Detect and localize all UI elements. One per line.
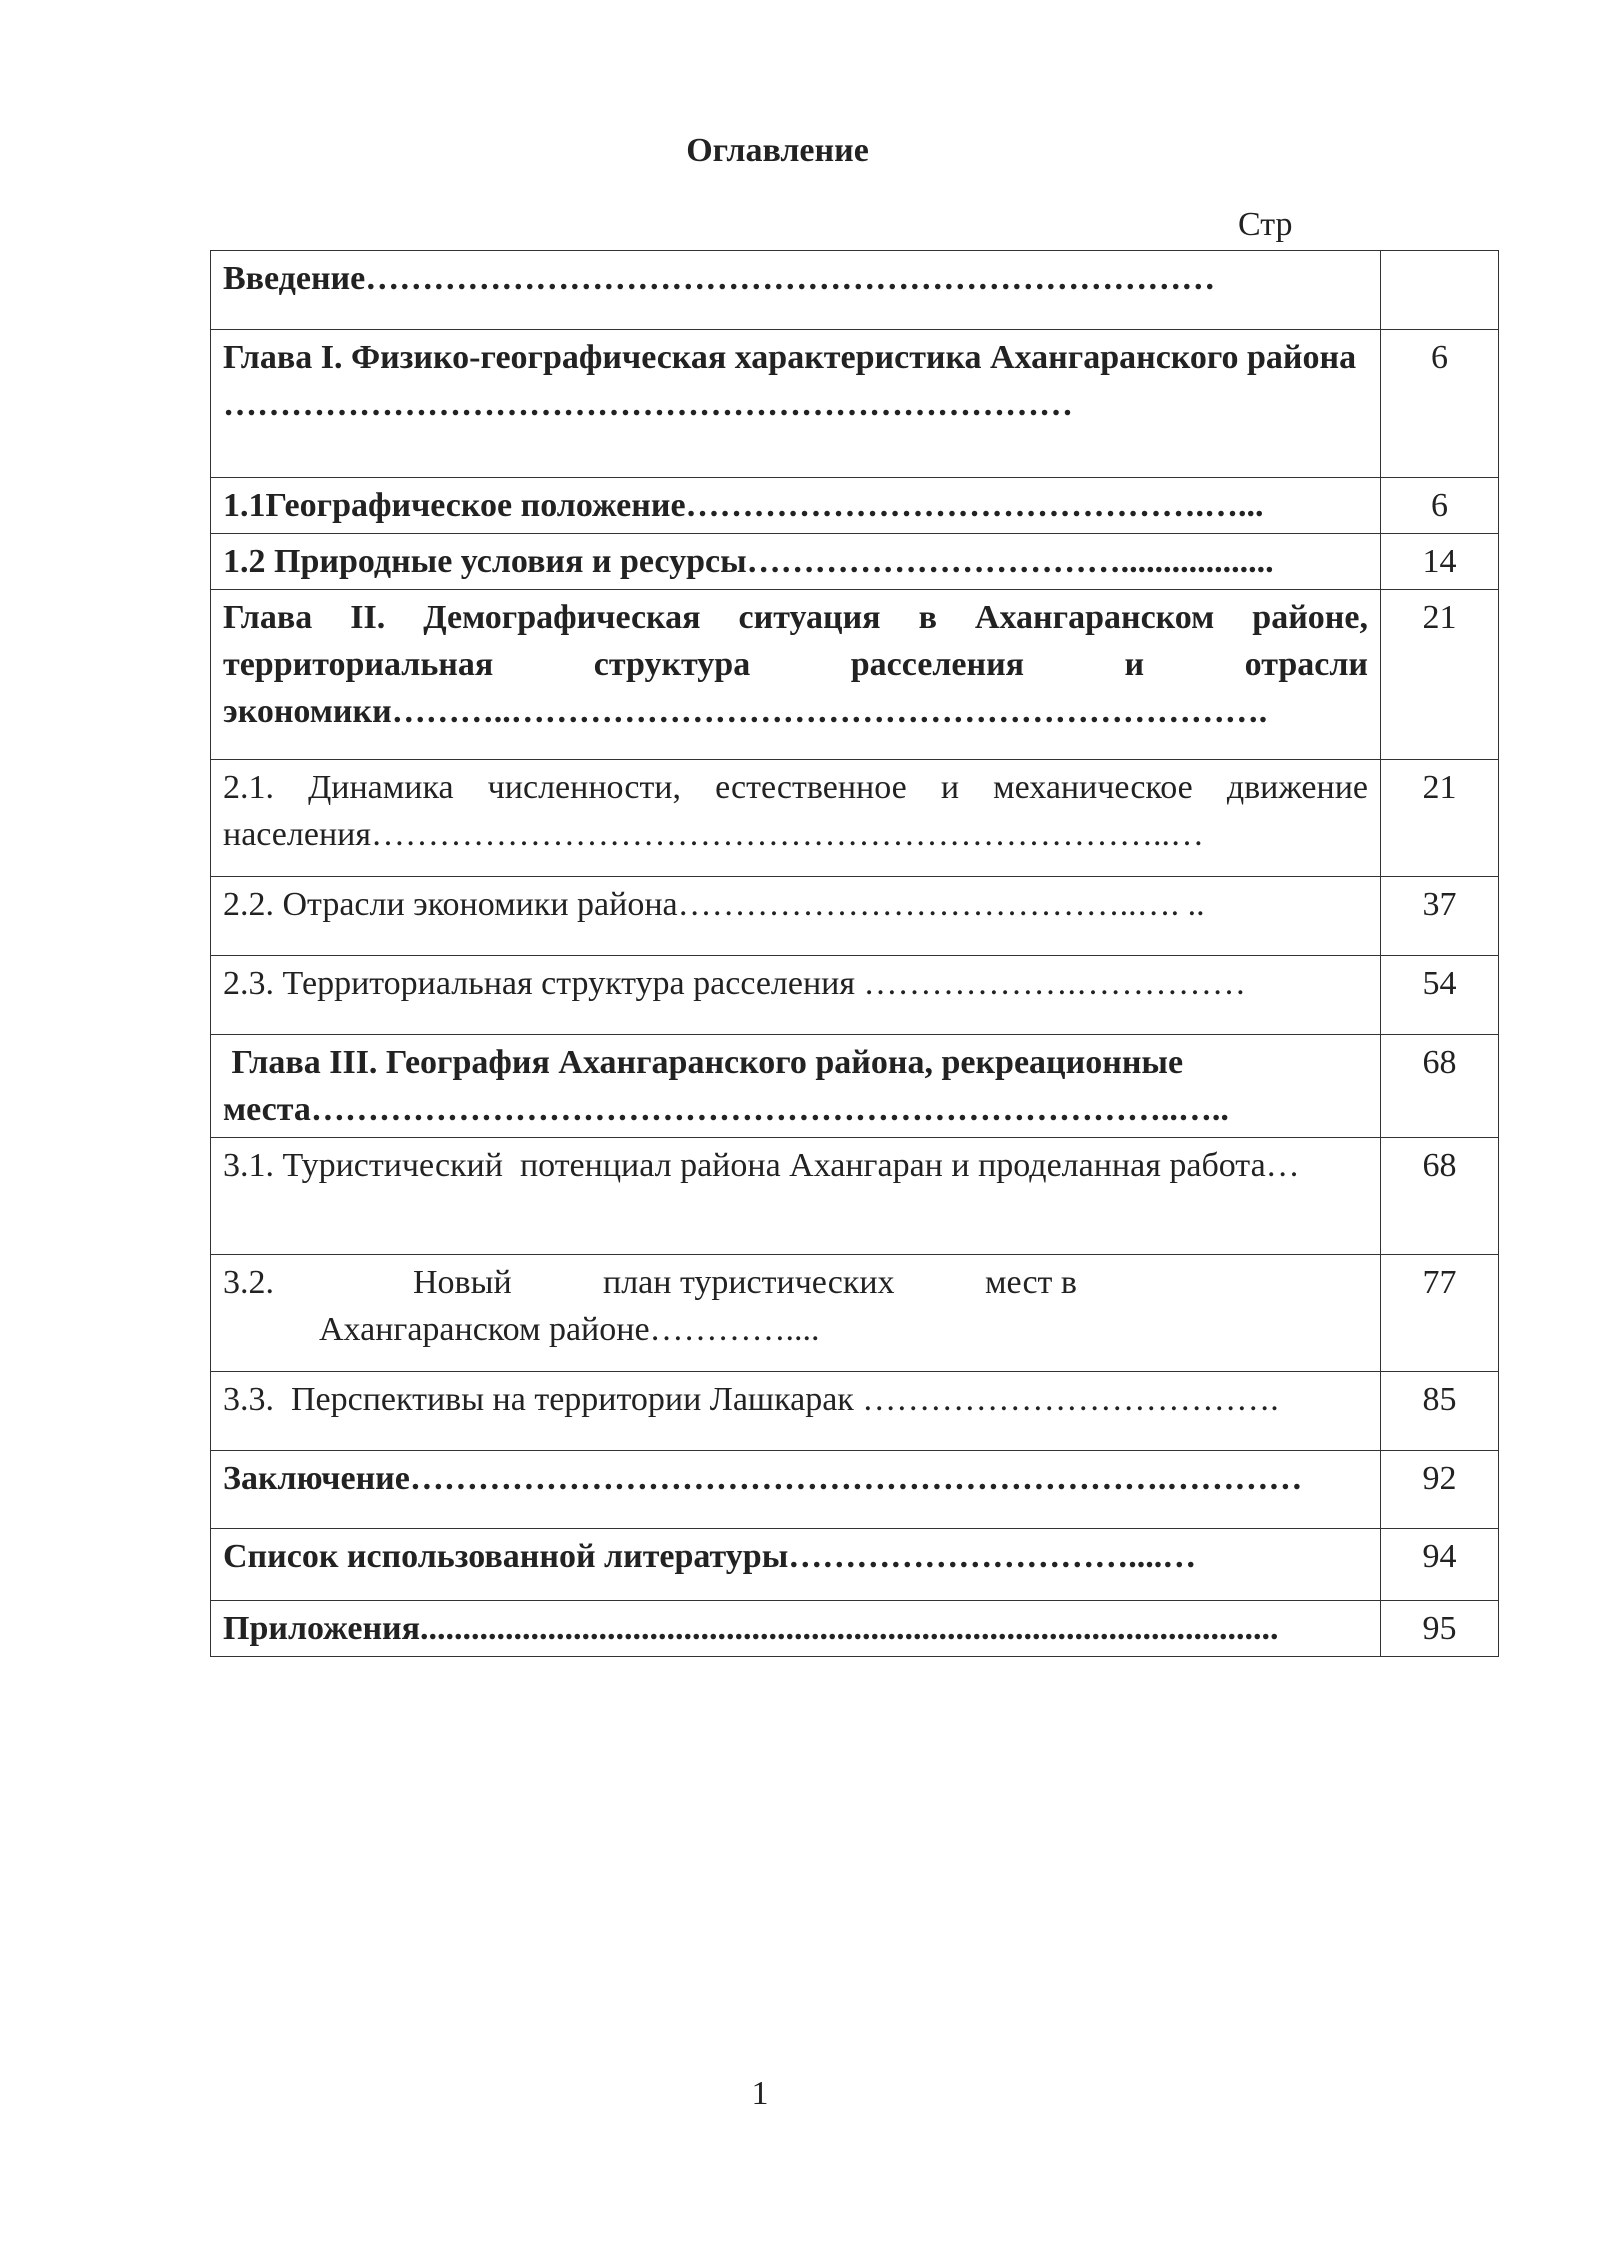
toc-entry-3-2-word-3: мест в	[985, 1264, 1077, 1301]
table-row	[211, 760, 1499, 877]
page-column-header: Стр	[1238, 206, 1293, 243]
table-of-contents	[210, 250, 1499, 1657]
table-row	[211, 1138, 1499, 1255]
table-row	[211, 1601, 1499, 1657]
toc-entry-chapter-1: Глава I. Физико-географическая характеристика Ахангаранского района …………………………………………………………………	[211, 330, 1381, 478]
toc-page-number: 54	[1381, 956, 1499, 1035]
page-number: 1	[751, 2075, 769, 2112]
table-row	[211, 251, 1499, 330]
table-row	[211, 1372, 1499, 1451]
toc-entry-2-3: 2.3. Территориальная структура расселения ……………….……………	[211, 956, 1381, 1035]
toc-page-number: 14	[1381, 534, 1499, 590]
toc-page-number: 92	[1381, 1451, 1499, 1529]
toc-entry-2-1: 2.1. Динамика численности, естественное и механическое движение населения……………………………………………………………..…	[211, 760, 1381, 877]
toc-page-number: 21	[1381, 590, 1499, 760]
toc-entry-references: Список использованной литературы…………………………....…	[211, 1529, 1381, 1601]
toc-entry-introduction: Введение…………………………………………………………………	[211, 251, 1381, 330]
toc-page-number: 77	[1381, 1255, 1499, 1372]
table-row	[211, 1529, 1499, 1601]
toc-entry-3-3: 3.3. Перспективы на территории Лашкарак ……………………………….	[211, 1372, 1381, 1451]
toc-entry-1-1: 1.1Географическое положение……………………………………….…...	[211, 478, 1381, 534]
toc-page-number: 21	[1381, 760, 1499, 877]
table-row	[211, 1255, 1499, 1372]
toc-entry-2-2: 2.2. Отрасли экономики района…………………………………..…. ..	[211, 877, 1381, 956]
toc-page-number: 85	[1381, 1372, 1499, 1451]
table-row	[211, 1451, 1499, 1529]
table-row	[211, 478, 1499, 534]
toc-entry-1-2: 1.2 Природные условия и ресурсы……………………………..................	[211, 534, 1381, 590]
toc-page-number: 68	[1381, 1035, 1499, 1138]
toc-entry-3-1: 3.1. Туристический потенциал района Ахангаран и проделанная работа…	[211, 1138, 1381, 1255]
toc-page-number: 95	[1381, 1601, 1499, 1657]
toc-page-number: 94	[1381, 1529, 1499, 1601]
toc-entry-3-2-word-1: Новый	[413, 1264, 512, 1301]
page-title: Оглавление	[686, 132, 869, 169]
toc-entry-3-2-line-2: Ахангаранском районе…………....	[319, 1311, 820, 1348]
table-row	[211, 877, 1499, 956]
toc-entry-3-2	[211, 1255, 1381, 1372]
toc-entry-chapter-3: Глава III. География Ахангаранского района, рекреационные места…………………………………………………………………..…..	[211, 1035, 1381, 1138]
toc-entry-3-2-number: 3.2.	[223, 1264, 274, 1301]
table-row	[211, 534, 1499, 590]
table-row	[211, 956, 1499, 1035]
table-row	[211, 330, 1499, 478]
toc-page-number: 37	[1381, 877, 1499, 956]
toc-page-number	[1381, 251, 1499, 330]
toc-entry-chapter-2: Глава II. Демографическая ситуация в Ахангаранском районе, территориальная структура расселения и отрасли экономики………..………………………………………………………….	[211, 590, 1381, 760]
table-row	[211, 1035, 1499, 1138]
toc-page-number: 6	[1381, 478, 1499, 534]
toc-entry-3-2-line-1	[223, 1259, 1368, 1306]
toc-page-number: 68	[1381, 1138, 1499, 1255]
toc-entry-3-2-word-2: план туристических	[603, 1264, 895, 1301]
toc-page-number: 6	[1381, 330, 1499, 478]
toc-entry-appendices: Приложения.....................................................................................................	[211, 1601, 1381, 1657]
toc-entry-conclusion: Заключение………………………………………………………….…………	[211, 1451, 1381, 1529]
table-row	[211, 590, 1499, 760]
